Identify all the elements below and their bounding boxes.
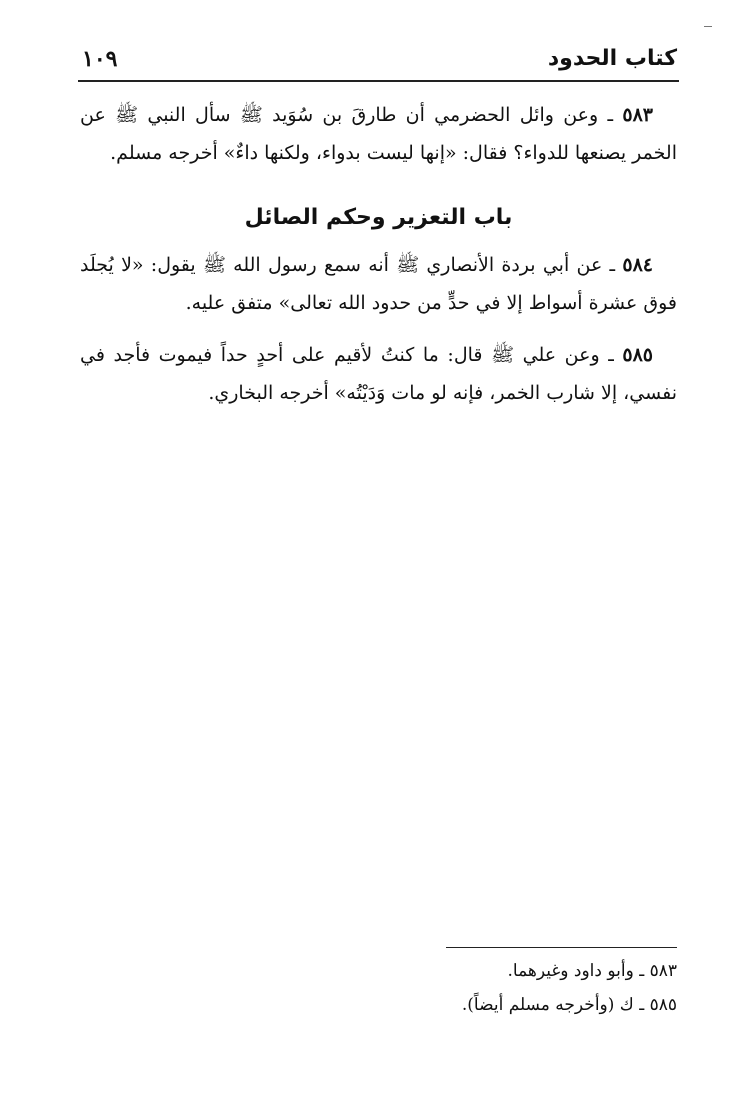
hadith-entry-583	[80, 96, 677, 172]
entry-number: ٥٨٤	[622, 254, 653, 276]
footnotes	[80, 954, 677, 1022]
section-heading: باب التعزير وحكم الصائل	[244, 205, 513, 230]
entry-text: ـ عن أبي بردة الأنصاري ﷺ أنه سمع رسول الله ﷺ يقول: «لا يُجلَد فوق عشرة أسواط إلا في حدٍّ من حدود الله تعالى» متفق عليه.	[80, 254, 677, 314]
entry-text: ـ وعن وائل الحضرمي أن طارقَ بن سُوَيد ﷺ سأل النبي ﷺ عن الخمر يصنعها للدواء؟ فقال: «إنها ليست بدواء، ولكنها داءٌ» أخرجه مسلم.	[80, 104, 677, 164]
footnote-583: ٥٨٣ ـ وأبو داود وغيرهما.	[507, 961, 677, 981]
header-rule	[78, 80, 679, 82]
entry-number: ٥٨٥	[622, 344, 653, 366]
hadith-entry-584	[80, 246, 677, 322]
footnote-585: ٥٨٥ ـ ك (وأخرجه مسلم أيضاً).	[461, 995, 677, 1015]
hadith-entry-585	[80, 336, 677, 412]
entry-number: ٥٨٣	[622, 104, 653, 126]
main-text	[80, 96, 677, 426]
page-number: ١٠٩	[82, 46, 118, 72]
page-header	[78, 44, 677, 80]
running-title: كتاب الحدود	[547, 46, 677, 71]
corner-mark	[704, 26, 712, 27]
footnote-rule	[446, 947, 677, 948]
entry-text: ـ وعن علي ﷺ قال: ما كنتُ لأقيم على أحدٍ حداً فيموت فأجد في نفسي، إلا شارب الخمر، فإنه لو مات وَدَيْتُه» أخرجه البخاري.	[80, 344, 677, 404]
